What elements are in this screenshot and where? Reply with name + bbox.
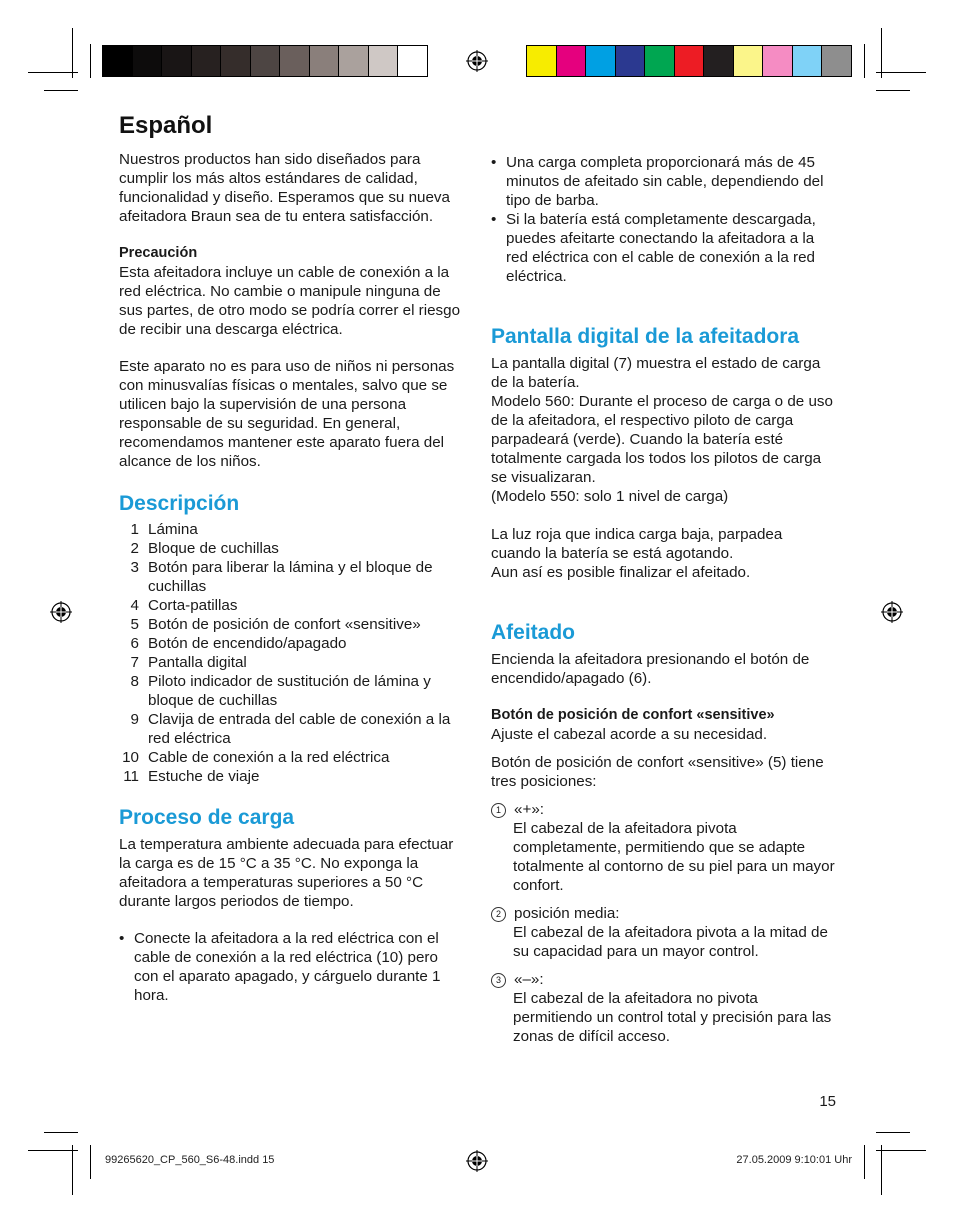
item-number: 11: [123, 768, 139, 785]
circled-number-icon: 1: [491, 803, 506, 818]
color-swatch: [675, 46, 705, 76]
intro-paragraph: Nuestros productos han sido diseñados para cumplir los más altos estándares de calidad, funcionalidad y diseño. Esperamos que su nueva afeitadora Braun sea de tu entera satisfacción.: [119, 151, 450, 225]
item-number: 6: [130, 635, 139, 652]
display-paragraph-2: Modelo 560: Durante el proceso de carga o de uso de la afeitadora, el respectivo piloto de carga parpadeará (verde). Cuando la batería esté totalmente cargada los todos los pilotos de carga se visualizaran.: [491, 393, 833, 486]
item-label: Botón de posición de confort «sensitive»: [148, 616, 421, 633]
footer-file-name: 99265620_CP_560_S6-48.indd 15: [105, 1154, 275, 1166]
item-label: Botón para liberar la lámina y el bloque de cuchillas: [148, 559, 433, 595]
item-number: 8: [130, 673, 139, 690]
registration-mark-icon: [50, 601, 72, 623]
display-paragraph-3: (Modelo 550: solo 1 nivel de carga): [491, 488, 729, 505]
crop-mark: [72, 1145, 73, 1195]
color-swatch: [734, 46, 764, 76]
crop-mark: [90, 1145, 91, 1179]
item-label: Estuche de viaje: [148, 768, 260, 785]
charging-paragraph: La temperatura ambiente adecuada para efectuar la carga es de 15 °C a 35 °C. No exponga la afeitadora a temperaturas superiores a 50 °C durante largos periodos de tiempo.: [119, 836, 454, 910]
color-swatch: [822, 46, 851, 76]
color-swatch: [616, 46, 646, 76]
item-label: Lámina: [148, 521, 198, 538]
item-number: 9: [130, 711, 139, 728]
color-swatch: [527, 46, 557, 76]
bullet-icon: •: [119, 930, 125, 947]
color-swatch: [704, 46, 734, 76]
color-swatch: [221, 46, 251, 76]
color-swatch: [557, 46, 587, 76]
caution-paragraph: Esta afeitadora incluye un cable de conexión a la red eléctrica. No cambie o manipule ninguna de sus partes, de otro modo se podría correr el riesgo de recibir una descarga eléctrica.: [119, 264, 461, 338]
position-description: El cabezal de la afeitadora pivota a la mitad de su capacidad para un mayor control.: [513, 924, 828, 960]
description-list: [119, 520, 461, 786]
item-number: 7: [130, 654, 139, 671]
item-number: 3: [130, 559, 139, 576]
item-label: Pantalla digital: [148, 654, 247, 671]
list-item: [119, 539, 461, 558]
item-label: Clavija de entrada del cable de conexión a la red eléctrica: [148, 711, 451, 747]
list-item: [119, 672, 461, 710]
list-item: [119, 748, 461, 767]
display-paragraph-1: La pantalla digital (7) muestra el estado de carga de la batería.: [491, 355, 821, 391]
list-item: [119, 596, 461, 615]
empty-battery-bullet: Si la batería está completamente descargada, puedes afeitarte conectando la afeitadora a la red eléctrica con el cable de conexión a la red eléctrica.: [506, 211, 816, 285]
color-swatch: [793, 46, 823, 76]
registration-mark-icon: [881, 601, 903, 623]
item-label: Piloto indicador de sustitución de lámina y bloque de cuchillas: [148, 673, 431, 709]
item-number: 10: [122, 749, 139, 766]
color-swatch: [251, 46, 281, 76]
sensitive-paragraph-2: Botón de posición de confort «sensitive» (5) tiene tres posiciones:: [491, 754, 824, 790]
display-paragraph-4: La luz roja que indica carga baja, parpadea cuando la batería se está agotando.: [491, 526, 783, 562]
description-heading: Descripción: [119, 492, 240, 515]
item-label: Bloque de cuchillas: [148, 540, 279, 557]
circled-number-icon: 3: [491, 973, 506, 988]
position-description: El cabezal de la afeitadora pivota completamente, permitiendo que se adapte totalmente al contorno de su piel para un mayor confort.: [513, 820, 835, 894]
color-swatch: [398, 46, 427, 76]
shaving-heading: Afeitado: [491, 621, 575, 644]
color-swatch: [369, 46, 399, 76]
crop-mark: [876, 1150, 926, 1151]
color-swatch: [586, 46, 616, 76]
page-title: Español: [119, 112, 213, 139]
circled-number-icon: 2: [491, 907, 506, 922]
color-swatch: [645, 46, 675, 76]
registration-mark-icon: [466, 50, 488, 72]
color-calibration-bar: [526, 45, 852, 77]
position-description: El cabezal de la afeitadora no pivota permitiendo un control total y precisión para las zonas de difícil acceso.: [513, 990, 832, 1045]
item-number: 1: [130, 521, 139, 538]
item-number: 4: [130, 597, 139, 614]
display-heading: Pantalla digital de la afeitadora: [491, 325, 800, 348]
display-paragraph-5: Aun así es posible finalizar el afeitado.: [491, 564, 751, 581]
sensitive-paragraph-1: Ajuste el cabezal acorde a su necesidad.: [491, 726, 768, 743]
list-item: [119, 520, 461, 539]
charge-duration-bullet: Una carga completa proporcionará más de 45 minutos de afeitado sin cable, dependiendo del tipo de barba.: [506, 154, 824, 209]
children-paragraph: Este aparato no es para uso de niños ni personas con minusvalías físicas o mentales, salvo que se utilicen bajo la supervisión de una persona responsable de su seguridad. En general, recomendamos mantener este aparato fuera del alcance de los niños.: [119, 358, 455, 470]
positions-list: [491, 800, 836, 1046]
item-label: Cable de conexión a la red eléctrica: [148, 749, 390, 766]
crop-mark: [881, 28, 882, 78]
crop-mark: [864, 44, 865, 78]
list-item: [119, 634, 461, 653]
sensitive-title: Botón de posición de confort «sensitive»: [491, 707, 775, 723]
list-item: [119, 653, 461, 672]
position-item: [491, 800, 836, 895]
item-label: Botón de encendido/apagado: [148, 635, 347, 652]
position-item: [491, 904, 836, 961]
crop-mark: [90, 44, 91, 78]
item-label: Corta-patillas: [148, 597, 238, 614]
registration-mark-icon: [466, 1150, 488, 1172]
list-item: [491, 153, 836, 210]
bullet-icon: •: [491, 211, 497, 228]
list-item: [119, 767, 461, 786]
list-item: [119, 929, 461, 1005]
left-column: [119, 112, 461, 1005]
crop-mark: [72, 28, 73, 78]
crop-mark: [876, 72, 926, 73]
item-number: 2: [130, 540, 139, 557]
crop-mark: [876, 1132, 910, 1133]
list-item: [119, 710, 461, 748]
color-swatch: [763, 46, 793, 76]
list-item: [119, 558, 461, 596]
footer-timestamp: 27.05.2009 9:10:01 Uhr: [736, 1154, 852, 1166]
caution-title: Precaución: [119, 245, 198, 261]
crop-mark: [864, 1145, 865, 1179]
color-swatch: [339, 46, 369, 76]
page-number: 15: [819, 1093, 836, 1110]
crop-mark: [44, 1132, 78, 1133]
item-number: 5: [130, 616, 139, 633]
charging-bullet: Conecte la afeitadora a la red eléctrica con el cable de conexión a la red eléctrica (10) pero con el aparato apagado, y cárguelo durante 1 hora.: [134, 930, 441, 1004]
position-item: [491, 970, 836, 1046]
color-swatch: [133, 46, 163, 76]
color-swatch: [103, 46, 133, 76]
crop-mark: [28, 72, 78, 73]
right-column: [491, 153, 836, 1046]
crop-mark: [881, 1145, 882, 1195]
position-label: «–»:: [514, 971, 544, 988]
color-swatch: [162, 46, 192, 76]
charging-heading: Proceso de carga: [119, 806, 295, 829]
position-label: «+»:: [514, 801, 544, 818]
crop-mark: [44, 90, 78, 91]
bullet-icon: •: [491, 154, 497, 171]
crop-mark: [28, 1150, 78, 1151]
color-swatch: [280, 46, 310, 76]
grayscale-calibration-bar: [102, 45, 428, 77]
shaving-paragraph: Encienda la afeitadora presionando el botón de encendido/apagado (6).: [491, 651, 810, 687]
color-swatch: [310, 46, 340, 76]
crop-mark: [876, 90, 910, 91]
position-label: posición media:: [514, 905, 620, 922]
color-swatch: [192, 46, 222, 76]
list-item: [491, 210, 836, 286]
list-item: [119, 615, 461, 634]
